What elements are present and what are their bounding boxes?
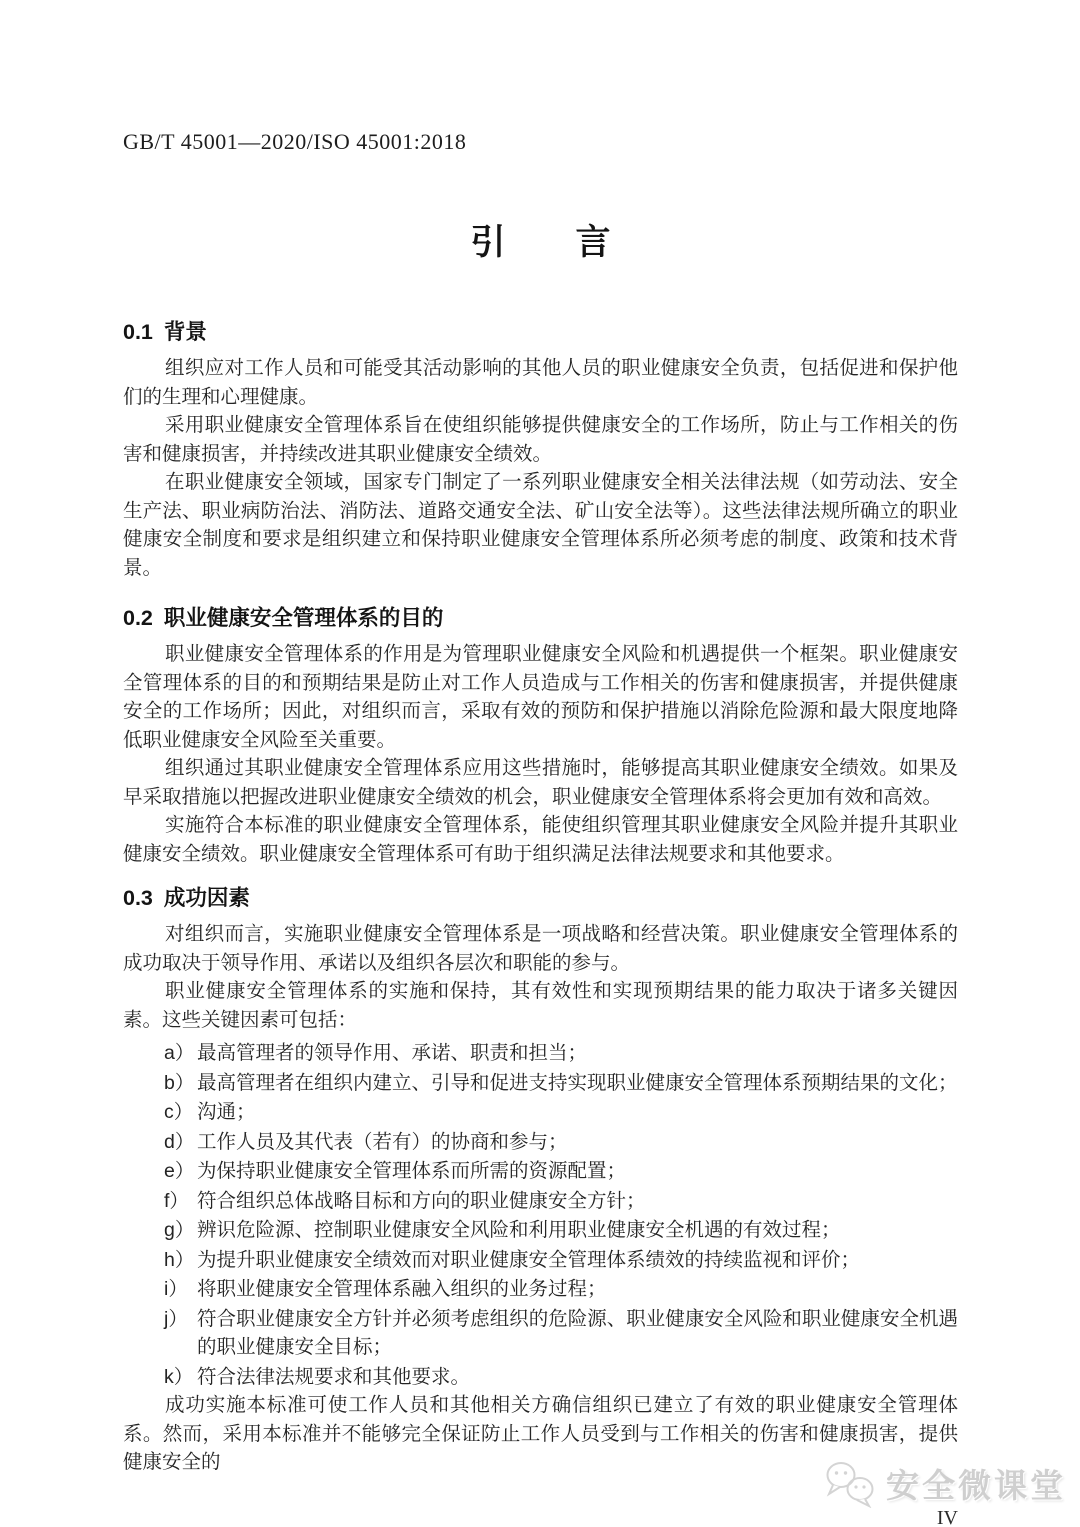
section-heading-0-1 [123,317,958,347]
list-item-a [123,1039,958,1069]
section-body-0-1 [123,355,958,583]
key-factors-list [123,1039,958,1392]
section-number: 0.1 [123,320,153,344]
list-marker: i） [164,1278,188,1300]
paragraph: 组织通过其职业健康安全管理体系应用这些措施时，能够提高其职业健康安全绩效。如果及早采取措施以把握改进职业健康安全绩效的机会，职业健康安全管理体系将会更加有效和高效。 [123,758,958,808]
list-item-g [123,1216,958,1246]
list-item-text: 将职业健康安全管理体系融入组织的业务过程； [197,1279,607,1300]
list-marker: h） [164,1248,195,1271]
list-marker: j） [164,1307,188,1330]
list-item-f [123,1187,958,1217]
section-title: 成功因素 [163,886,250,910]
list-marker: d） [164,1130,195,1153]
list-marker: b） [164,1071,195,1094]
paragraph: 在职业健康安全领域，国家专门制定了一系列职业健康安全相关法律法规（如劳动法、安全生产法、职业病防治法、消防法、道路交通安全法、矿山安全法等）。这些法律法规所确立的职业健康安全制度和要求是组织建立和保持职业健康安全管理体系所必须考虑的制度、政策和技术背景。 [123,472,958,579]
paragraph: 实施符合本标准的职业健康安全管理体系，能使组织管理其职业健康安全风险并提升其职业健康安全绩效。职业健康安全管理体系可有助于组织满足法律法规要求和其他要求。 [123,815,958,865]
list-item-text: 最高管理者在组织内建立、引导和促进支持实现职业健康安全管理体系预期结果的文化； [197,1072,958,1094]
paragraph: 职业健康安全管理体系的实施和保持，其有效性和实现预期结果的能力取决于诸多关键因素。这些关键因素可包括： [123,981,958,1031]
watermark-label: 安全微课堂 [886,1466,1066,1504]
list-item-j [123,1305,958,1363]
paragraph: 采用职业健康安全管理体系旨在使组织能够提供健康安全的工作场所，防止与工作相关的伤害和健康损害，并持续改进其职业健康安全绩效。 [123,415,958,465]
page-title: 引 言 [470,223,611,262]
paragraph: 组织应对工作人员和可能受其活动影响的其他人员的职业健康安全负责，包括促进和保护他们的生理和心理健康。 [123,358,958,408]
list-item-text: 符合组织总体战略目标和方向的职业健康安全方针； [197,1190,646,1212]
standard-code: GB/T 45001—2020/ISO 45001:2018 [123,129,467,154]
closing-paragraph: 成功实施本标准可使工作人员和其他相关方确信组织已建立了有效的职业健康安全管理体系。然而，采用本标准并不能够完全保证防止工作人员受到与工作相关的伤害和健康损害，提供健康安全的 [123,1395,958,1473]
list-marker: g） [164,1219,195,1241]
section-number: 0.2 [123,606,153,630]
section-body-0-2 [123,641,958,869]
page-number: IV [936,1506,958,1527]
section-heading-0-3 [123,883,958,913]
list-marker: k） [164,1365,194,1388]
list-marker: e） [164,1160,195,1182]
list-item-b [123,1069,958,1099]
section-body-0-3 [123,921,958,1478]
list-marker: a） [164,1042,195,1064]
section-title: 背景 [163,320,207,344]
section-title: 职业健康安全管理体系的目的 [163,606,444,630]
list-item-text: 辨识危险源、控制职业健康安全风险和利用职业健康安全机遇的有效过程； [197,1220,841,1241]
list-marker: c） [164,1101,194,1123]
list-item-text: 工作人员及其代表（若有）的协商和参与； [197,1131,568,1153]
list-marker: f） [164,1189,189,1212]
list-item-text: 为保持职业健康安全管理体系而所需的资源配置； [197,1161,627,1182]
list-item-d [123,1128,958,1158]
list-item-text: 沟通； [197,1102,256,1123]
list-item-h [123,1246,958,1276]
list-item-i [123,1275,958,1305]
section-heading-0-2 [123,603,958,633]
section-number: 0.3 [123,886,153,910]
list-item-text: 为提升职业健康安全绩效而对职业健康安全管理体系绩效的持续监视和评价； [197,1249,861,1271]
list-item-c [123,1098,958,1128]
paragraph: 职业健康安全管理体系的作用是为管理职业健康安全风险和机遇提供一个框架。职业健康安全管理体系的目的和预期结果是防止对工作人员造成与工作相关的伤害和健康损害，并提供健康安全的工作场所；因此，对组织而言，采取有效的预防和保护措施以消除危险源和最大限度地降低职业健康安全风险至关重要。 [123,644,958,751]
paragraph: 对组织而言，实施职业健康安全管理体系是一项战略和经营决策。职业健康安全管理体系的成功取决于领导作用、承诺以及组织各层次和职能的参与。 [123,924,958,974]
list-item-k [123,1363,958,1393]
list-item-text: 符合法律法规要求和其他要求。 [197,1366,471,1388]
list-item-text: 符合职业健康安全方针并必须考虑组织的危险源、职业健康安全风险和职业健康安全机遇的职业健康安全目标； [197,1308,958,1358]
list-item-e [123,1157,958,1187]
list-item-text: 最高管理者的领导作用、承诺、职责和担当； [197,1043,588,1064]
